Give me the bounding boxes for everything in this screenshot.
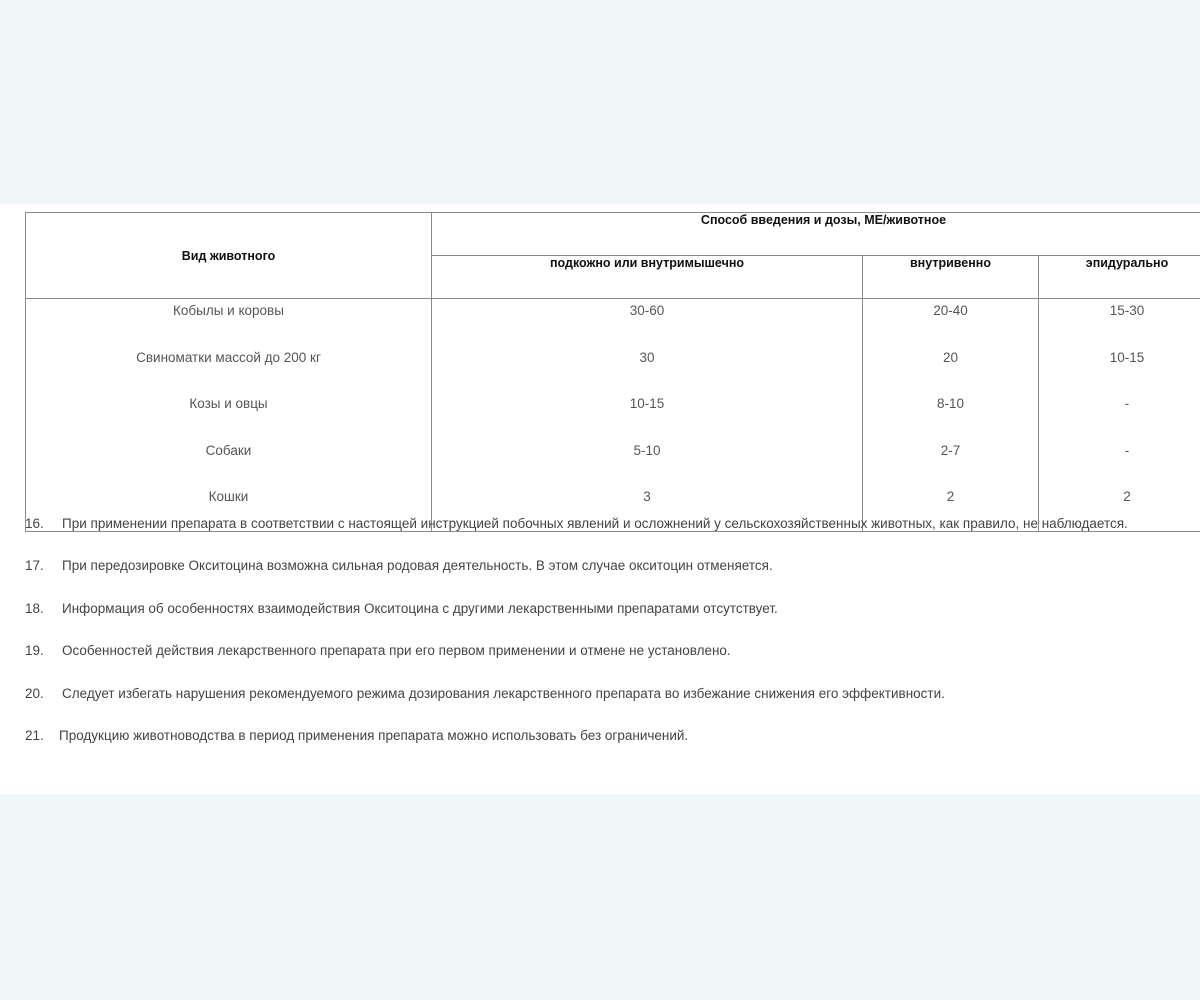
note-text: Информация об особенностях взаимодействия Окситоцина с другими лекарственными препаратами отсутствует. <box>62 600 778 616</box>
route-header-iv: внутривенно <box>863 256 1039 299</box>
list-item <box>25 686 1195 728</box>
note-number: 16. <box>25 516 44 531</box>
note-number: 21. <box>25 727 44 743</box>
note-text: Продукцию животноводства в период применения препарата можно использовать без ограничений. <box>59 727 689 743</box>
table-row <box>26 299 1200 346</box>
route-header-epidural: эпидурально <box>1039 256 1200 299</box>
route-group-header: Способ введения и дозы, МЕ/животное <box>432 213 1200 256</box>
dose-iv-cell: 20 <box>863 346 1039 393</box>
list-item <box>25 728 1195 770</box>
dose-sc-im-cell: 30 <box>432 346 863 393</box>
table-row <box>26 392 1200 439</box>
animal-cell: Свиноматки массой до 200 кг <box>26 346 432 393</box>
dose-iv-cell: 20-40 <box>863 299 1039 346</box>
list-item <box>25 558 1195 600</box>
list-item <box>25 643 1195 685</box>
dose-sc-im-cell: 30-60 <box>432 299 863 346</box>
dose-epidural-cell: - <box>1039 392 1200 439</box>
note-text: При применении препарата в соответствии с настоящей инструкцией побочных явлений и осложнений у сельскохозяйственных животных, как правило, не наблюдается. <box>62 516 1128 531</box>
table-header-row <box>26 213 1200 256</box>
animal-cell: Кошки <box>26 485 432 532</box>
table-row <box>26 439 1200 486</box>
list-item <box>25 516 1195 558</box>
dose-epidural-cell: - <box>1039 439 1200 486</box>
dosage-table <box>25 212 1200 532</box>
note-number: 19. <box>25 643 44 659</box>
table-row <box>26 346 1200 393</box>
note-number: 18. <box>25 600 44 616</box>
dose-epidural-cell: 10-15 <box>1039 346 1200 393</box>
instruction-notes-list <box>25 516 1195 770</box>
dose-sc-im-cell: 3 <box>432 485 863 532</box>
dose-sc-im-cell: 10-15 <box>432 392 863 439</box>
dose-epidural-cell: 15-30 <box>1039 299 1200 346</box>
dose-epidural-cell: 2 <box>1039 485 1200 532</box>
animal-column-header: Вид животного <box>26 213 432 299</box>
animal-cell: Собаки <box>26 439 432 486</box>
route-header-sc-im: подкожно или внутримышечно <box>432 256 863 299</box>
note-text: При передозировке Окситоцина возможна сильная родовая деятельность. В этом случае окситоцин отменяется. <box>62 558 773 574</box>
note-number: 20. <box>25 685 44 701</box>
animal-cell: Кобылы и коровы <box>26 299 432 346</box>
dose-iv-cell: 8-10 <box>863 392 1039 439</box>
list-item <box>25 601 1195 643</box>
dose-iv-cell: 2-7 <box>863 439 1039 486</box>
note-text: Особенностей действия лекарственного препарата при его первом применении и отмене не установлено. <box>62 643 731 659</box>
dose-sc-im-cell: 5-10 <box>432 439 863 486</box>
dose-iv-cell: 2 <box>863 485 1039 532</box>
note-number: 17. <box>25 558 44 574</box>
animal-cell: Козы и овцы <box>26 392 432 439</box>
note-text: Следует избегать нарушения рекомендуемого режима дозирования лекарственного препарата во избежание снижения его эффективности. <box>62 685 945 701</box>
